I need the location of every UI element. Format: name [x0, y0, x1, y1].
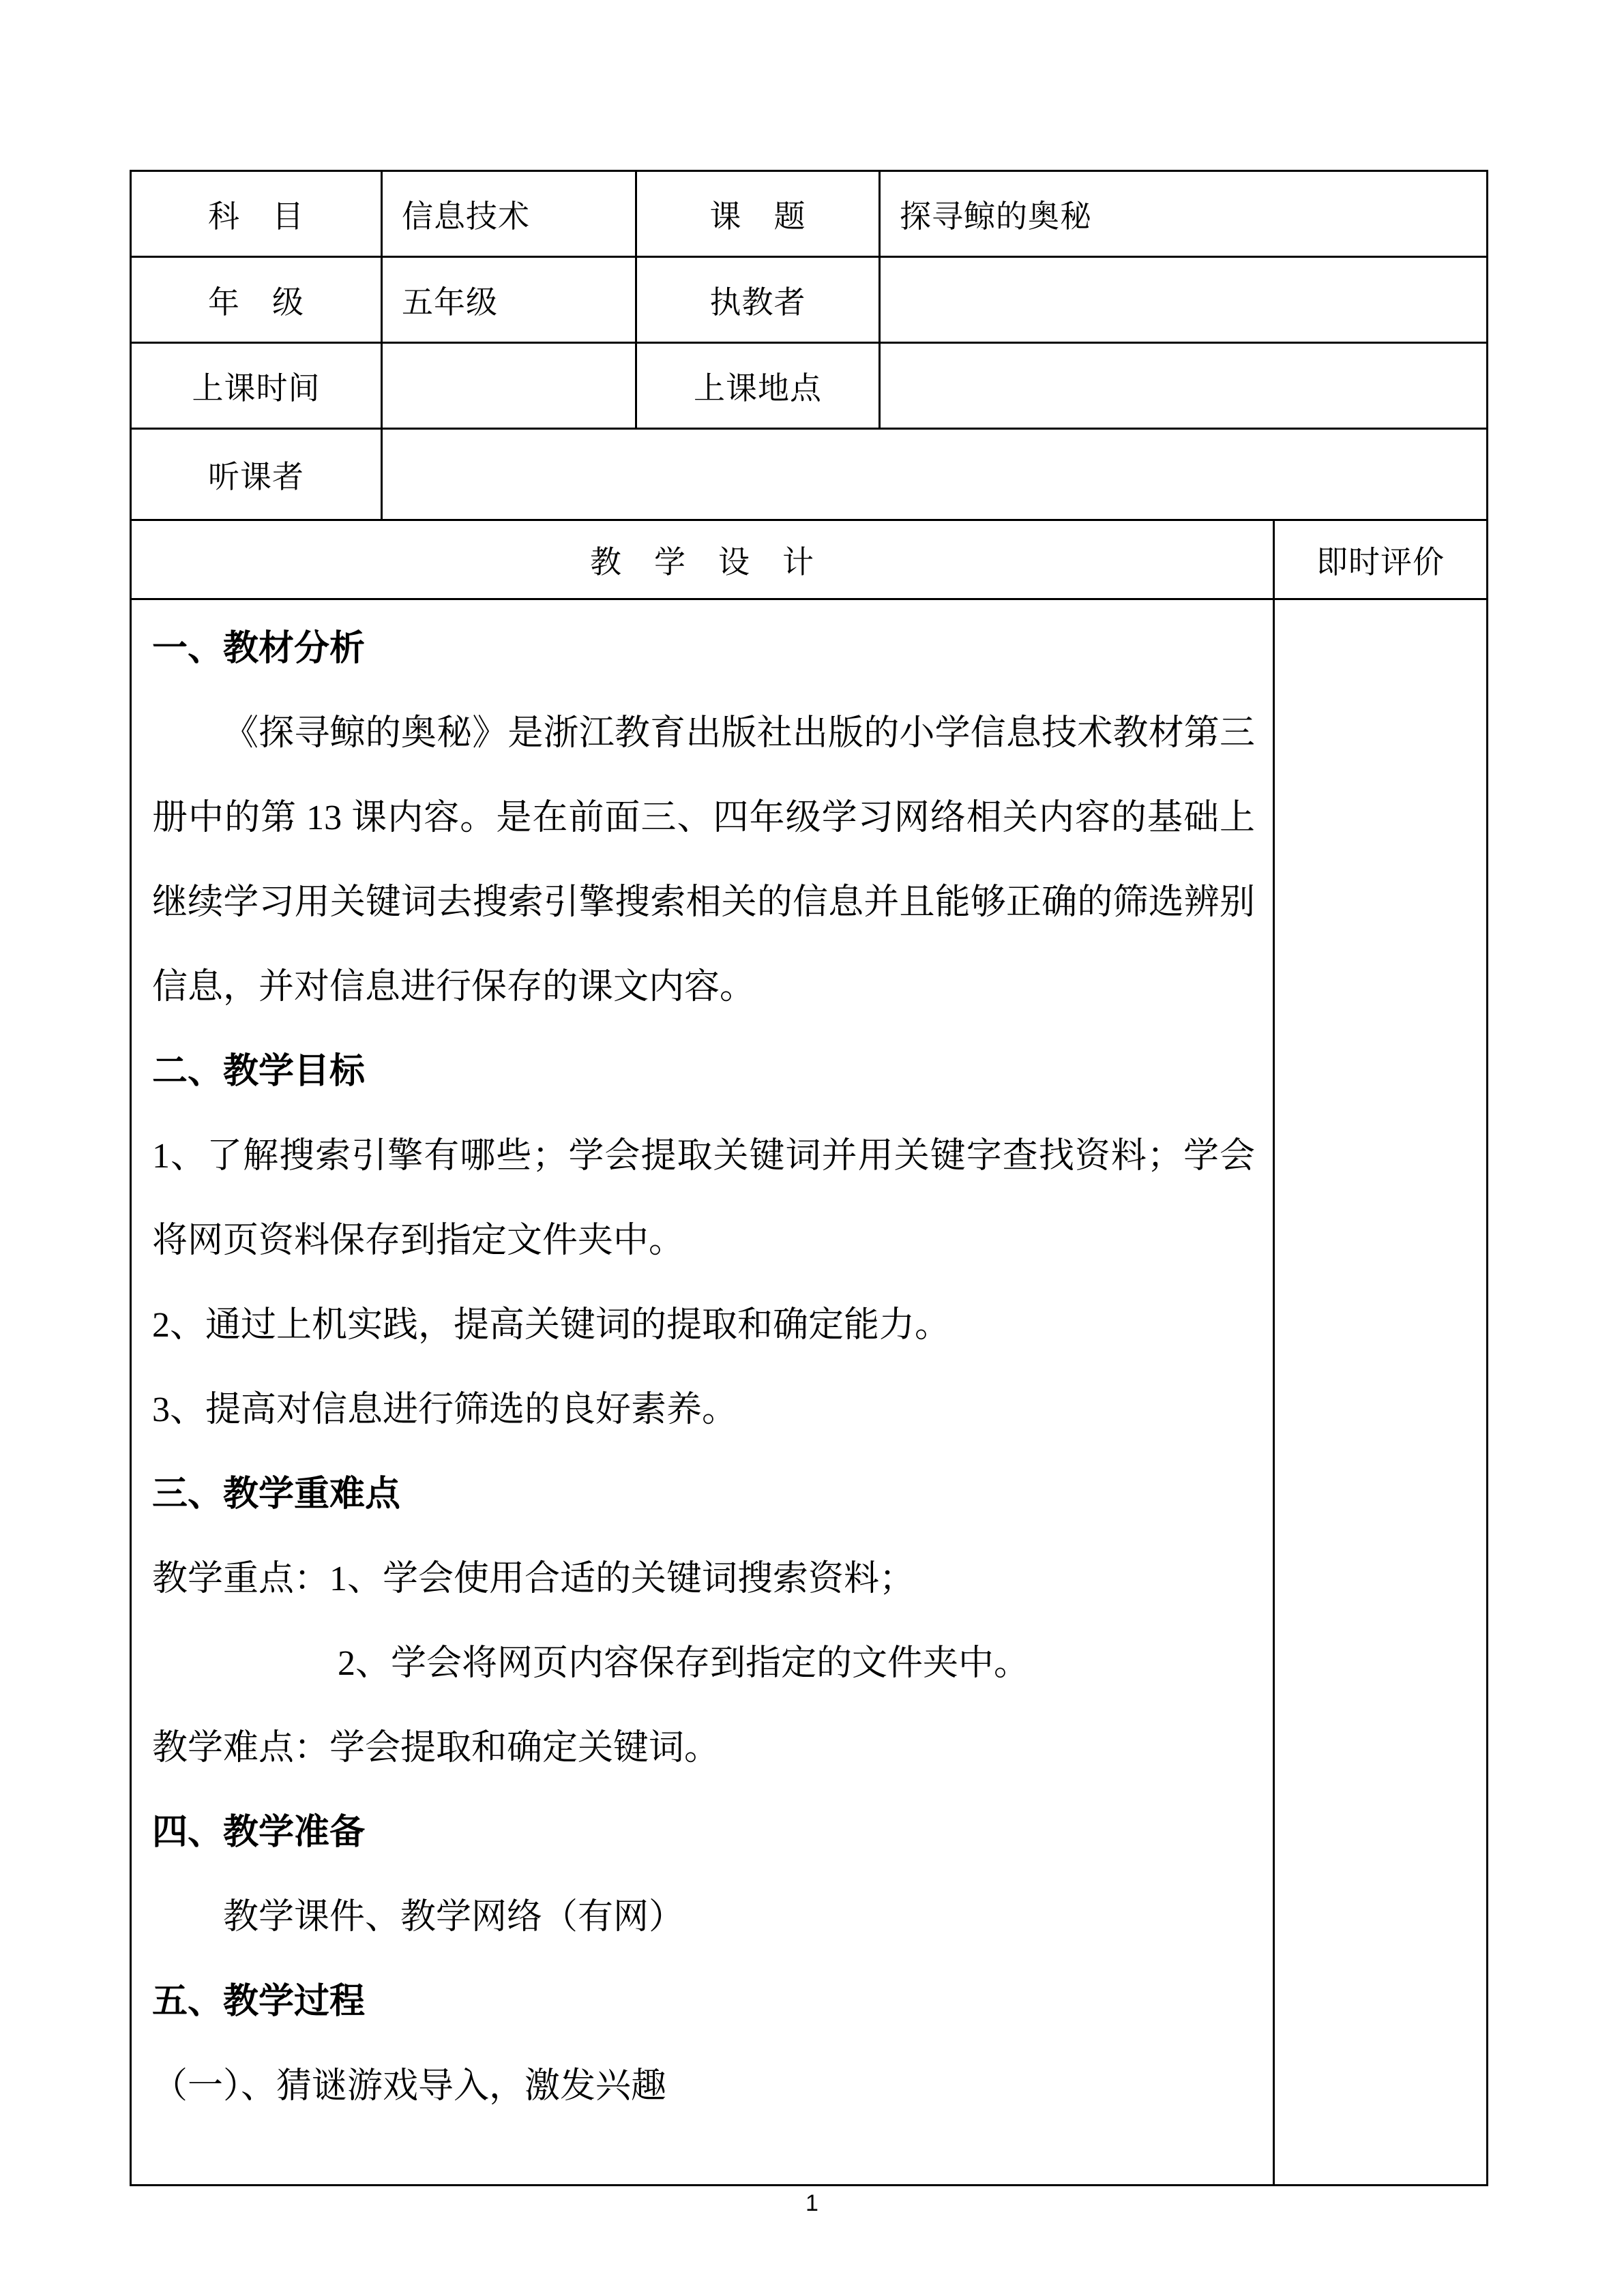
paragraph: 3、提高对信息进行筛选的良好素养。: [152, 1390, 738, 1429]
paragraph: 《探寻鲸的奥秘》是浙江教育出版社出版的小学信息技术教材第三册中的第 13 课内容。是在前面三、四年级学习网络相关内容的基础上继续学习用关键词去搜索引擎搜索相关的信息并且能够正确的筛选辨别信息，并对信息进行保存的课文内容。: [152, 714, 1255, 1007]
topic-label-cell: 课 题: [637, 172, 881, 256]
paragraph: 教学课件、教学网络（有网）: [223, 1898, 685, 1937]
teacher-value-cell: [881, 258, 1486, 342]
table-row: [132, 430, 1486, 521]
table-row: [132, 600, 1486, 2184]
table-row: [132, 344, 1486, 430]
class-time-label-cell: 上课时间: [132, 344, 383, 428]
class-place-label-cell: 上课地点: [637, 344, 881, 428]
observer-label-cell: 听课者: [132, 430, 383, 519]
paragraph: 2、通过上机实践，提高关键词的提取和确定能力。: [152, 1306, 951, 1345]
topic-value-cell: 探寻鲸的奥秘: [900, 198, 1092, 234]
section-heading: 五、教学过程: [152, 1982, 366, 2021]
class-time-value-cell: [383, 344, 637, 428]
section-heading: 一、教材分析: [152, 629, 366, 668]
subject-value-cell: 信息技术: [383, 172, 637, 256]
grade-value-cell: 五年级: [383, 258, 637, 342]
grade-label-cell: 年 级: [132, 258, 383, 342]
instant-evaluation-header-cell: 即时评价: [1316, 544, 1445, 580]
class-place-value-cell: [881, 344, 1486, 428]
table-row: [132, 172, 1486, 258]
section-heading: 三、教学重难点: [152, 1475, 401, 1514]
teaching-design-content-cell: [132, 600, 1275, 2184]
table-row: [132, 521, 1486, 600]
observer-value-cell: [383, 430, 1486, 519]
table-row: [132, 258, 1486, 344]
page-number: 1: [806, 2190, 818, 2216]
paragraph: 2、学会将网页内容保存到指定的文件夹中。: [338, 1644, 1030, 1683]
instant-evaluation-content-cell: [1275, 600, 1486, 2184]
section-heading: 二、教学目标: [152, 1052, 366, 1091]
lesson-plan-table: [130, 170, 1488, 2186]
subject-label-cell: 科 目: [132, 172, 383, 256]
teaching-design-header-cell: 教 学 设 计: [132, 521, 1275, 598]
section-heading: 四、教学准备: [152, 1813, 366, 1852]
teacher-label-cell: 执教者: [637, 258, 881, 342]
paragraph: 教学重点：1、学会使用合适的关键词搜索资料；: [152, 1560, 915, 1598]
paragraph: 教学难点：学会提取和确定关键词。: [152, 1729, 720, 1768]
paragraph: （一）、猜谜游戏导入，激发兴趣: [152, 2067, 667, 2106]
paragraph: 1、了解搜索引擎有哪些；学会提取关键词并用关键字查找资料；学会将网页资料保存到指定文件夹中。: [152, 1137, 1255, 1260]
